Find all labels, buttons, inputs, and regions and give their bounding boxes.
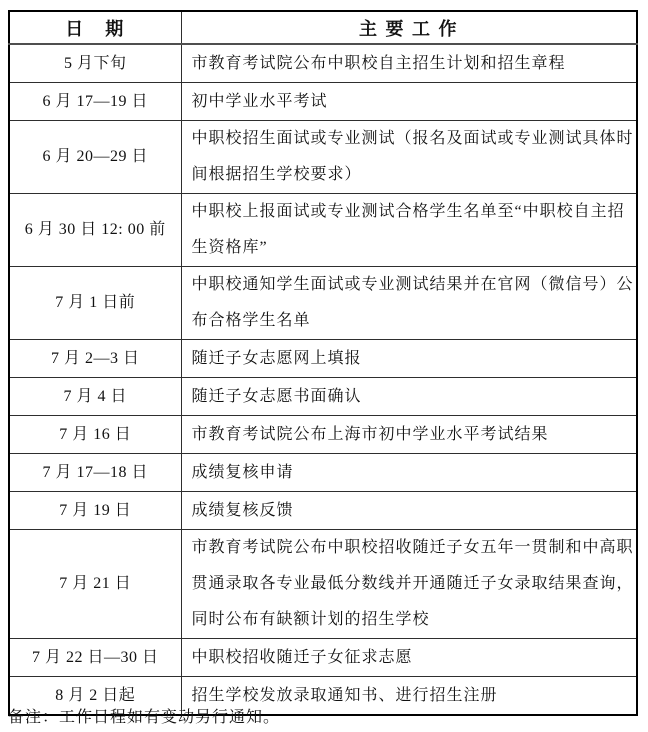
date-cell: 8 月 2 日起: [9, 677, 181, 716]
work-cell: 市教育考试院公布中职校自主招生计划和招生章程: [181, 44, 637, 83]
footer-note: 备注：工作日程如有变动另行通知。: [8, 709, 281, 726]
date-cell: 7 月 21 日: [9, 530, 181, 639]
work-cell: 成绩复核反馈: [181, 492, 637, 530]
work-cell: 中职校上报面试或专业测试合格学生名单至“中职校自主招生资格库”: [181, 194, 637, 267]
schedule-table: [8, 10, 638, 716]
work-cell: 市教育考试院公布中职校招收随迁子女五年一贯制和中高职贯通录取各专业最低分数线并开通随迁子女录取结果查询，同时公布有缺额计划的招生学校: [181, 530, 637, 639]
work-cell: 中职校招收随迁子女征求志愿: [181, 639, 637, 677]
header-date: 日 期: [9, 11, 181, 44]
table-header-row: [9, 11, 637, 44]
work-cell: 中职校通知学生面试或专业测试结果并在官网（微信号）公布合格学生名单: [181, 267, 637, 340]
table-row: [9, 83, 637, 121]
table-row: [9, 378, 637, 416]
date-cell: 6 月 20—29 日: [9, 121, 181, 194]
date-cell: 7 月 4 日: [9, 378, 181, 416]
table-row: [9, 44, 637, 83]
schedule-table-body: [9, 44, 637, 715]
date-cell: 6 月 17—19 日: [9, 83, 181, 121]
date-cell: 6 月 30 日 12: 00 前: [9, 194, 181, 267]
date-cell: 7 月 22 日—30 日: [9, 639, 181, 677]
date-cell: 7 月 17—18 日: [9, 454, 181, 492]
work-cell: 随迁子女志愿网上填报: [181, 340, 637, 378]
date-cell: 7 月 19 日: [9, 492, 181, 530]
date-cell: 7 月 1 日前: [9, 267, 181, 340]
table-row: [9, 639, 637, 677]
table-row: [9, 340, 637, 378]
table-row: [9, 416, 637, 454]
work-cell: 中职校招生面试或专业测试（报名及面试或专业测试具体时间根据招生学校要求）: [181, 121, 637, 194]
work-cell: 随迁子女志愿书面确认: [181, 378, 637, 416]
date-cell: 5 月下旬: [9, 44, 181, 83]
work-cell: 市教育考试院公布上海市初中学业水平考试结果: [181, 416, 637, 454]
date-cell: 7 月 16 日: [9, 416, 181, 454]
work-cell: 成绩复核申请: [181, 454, 637, 492]
work-cell: 初中学业水平考试: [181, 83, 637, 121]
table-row: [9, 267, 637, 340]
table-row: [9, 121, 637, 194]
table-row: [9, 454, 637, 492]
table-row: [9, 194, 637, 267]
table-row: [9, 492, 637, 530]
table-row: [9, 530, 637, 639]
date-cell: 7 月 2—3 日: [9, 340, 181, 378]
header-main-work: 主 要 工 作: [181, 11, 637, 44]
work-cell: 招生学校发放录取通知书、进行招生注册: [181, 677, 637, 716]
